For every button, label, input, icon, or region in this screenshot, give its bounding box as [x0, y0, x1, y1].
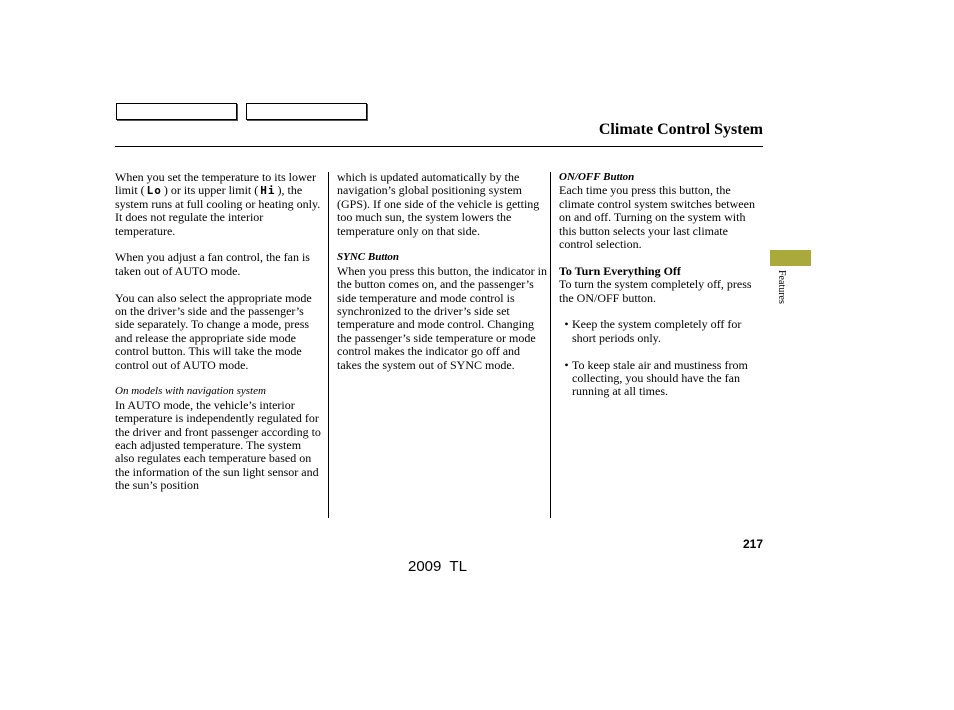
lo-display-icon: Lo	[146, 184, 162, 198]
auto-mode-paragraph: In AUTO mode, the vehicle’s interior temperature is independently regulated for the driver and front passenger according to each adjusted temperature. The system also regulates each temperature based on the information of the sun light sensor and the sun’s position	[115, 397, 321, 493]
list-item	[559, 318, 759, 345]
paragraph-text: ), the system runs at full cooling or heating only. It does not regulate the interior temperature.	[115, 183, 321, 238]
model-footer: 2009 TL	[408, 558, 467, 575]
paragraph-text: When you set the temperature to its lower limit (	[115, 170, 316, 198]
next-page-button[interactable]	[246, 103, 367, 120]
sync-button-paragraph: When you press this button, the indicator in the button comes on, and the passenger’s side temperature and mode control is synchronized to the driver’s side set temperature and mode control. Changing the passenger’s side temperature or mode control makes the indicator go off and takes the system out of SYNC mode.	[337, 263, 547, 372]
bullet-icon: •	[564, 357, 569, 372]
column-divider	[550, 172, 551, 518]
bullet-icon: •	[564, 317, 569, 332]
gps-paragraph: which is updated automatically by the navigation’s global positioning system (GPS). If one side of the vehicle is getting too much sun, the system lowers the temperature only on that side.	[337, 170, 540, 238]
text-column-1	[115, 171, 323, 506]
navigation-models-subhead: On models with navigation system	[115, 385, 266, 398]
mode-select-paragraph: You can also select the appropriate mode on the driver’s side and the passenger’s side separately. To change a mode, press and release the appropriate side mode control button. This will take the mode control out of AUTO mode.	[115, 290, 312, 372]
page-number: 217	[742, 537, 763, 551]
text-column-3	[559, 171, 759, 412]
features-section-label: Features	[776, 270, 787, 304]
features-section-tab[interactable]	[770, 250, 811, 266]
text-column-2	[337, 171, 547, 385]
hi-display-icon: Hi	[260, 184, 276, 198]
previous-page-button[interactable]	[116, 103, 237, 120]
section-title: Climate Control System	[598, 121, 763, 138]
onoff-button-heading: ON/OFF Button	[559, 171, 635, 183]
column-divider	[328, 172, 329, 518]
onoff-button-paragraph: Each time you press this button, the climate control system switches between on and off. Turning on the system with this button selects your last climate control selection.	[559, 183, 755, 252]
list-item-text: To keep stale air and mustiness from collecting, you should have the fan running at all times.	[572, 357, 748, 399]
turn-off-paragraph: To turn the system completely off, press the ON/OFF button.	[559, 277, 752, 305]
turn-off-heading: To Turn Everything Off	[559, 263, 681, 278]
temperature-limit-paragraph	[115, 171, 323, 238]
list-item	[559, 359, 759, 399]
title-divider	[115, 146, 763, 147]
list-item-text: Keep the system completely off for short periods only.	[572, 317, 742, 345]
sync-button-heading: SYNC Button	[337, 251, 400, 264]
paragraph-text: ) or its upper limit (	[163, 183, 259, 198]
fan-control-paragraph: When you adjust a fan control, the fan is taken out of AUTO mode.	[115, 250, 310, 278]
